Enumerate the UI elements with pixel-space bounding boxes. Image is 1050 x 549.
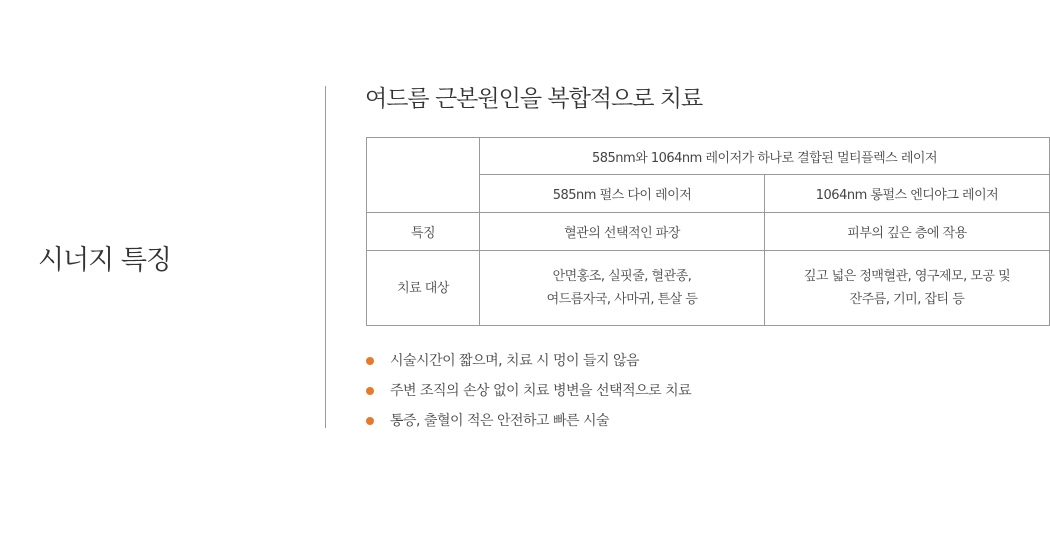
table-header-row xyxy=(367,138,1050,175)
table-row-features xyxy=(367,213,1050,251)
table-corner-cell xyxy=(367,138,480,213)
features-laser2-cell xyxy=(765,213,1050,251)
row-label-features: 특징 xyxy=(367,213,480,251)
targets-laser1-cell xyxy=(480,251,765,326)
cell-line: 피부의 깊은 층에 작용 xyxy=(847,226,967,241)
bullet-dot-icon xyxy=(366,357,374,365)
combined-laser-header: 585nm와 1064nm 레이저가 하나로 결합된 멀티플렉스 레이저 xyxy=(480,138,1050,175)
vertical-divider xyxy=(325,86,326,428)
feature-bullet-list xyxy=(366,346,691,436)
cell-line: 혈관의 선택적인 파장 xyxy=(564,226,680,241)
bullet-dot-icon xyxy=(366,387,374,395)
targets-laser2-cell xyxy=(765,251,1050,326)
row-label-targets: 치료 대상 xyxy=(367,251,480,326)
laser2-header: 1064nm 롱펄스 엔디야그 레이저 xyxy=(765,175,1050,213)
list-item-text: 주변 조직의 손상 없이 치료 병변을 선택적으로 치료 xyxy=(390,383,692,399)
bullet-dot-icon xyxy=(366,417,374,425)
list-item xyxy=(366,376,691,406)
laser-comparison-table xyxy=(366,137,1050,326)
features-laser1-cell xyxy=(480,213,765,251)
section-title: 시너지 특징 xyxy=(38,245,171,276)
table-row-targets xyxy=(367,251,1050,326)
laser1-header: 585nm 펄스 다이 레이저 xyxy=(480,175,765,213)
list-item-text: 시술시간이 짧으며, 치료 시 멍이 들지 않음 xyxy=(390,353,640,369)
cell-line: 깊고 넓은 정맥혈관, 영구제모, 모공 및 xyxy=(803,269,1011,284)
list-item xyxy=(366,406,691,436)
cell-line: 안면홍조, 실핏줄, 혈관종, xyxy=(552,269,692,284)
list-item-text: 통증, 출혈이 적은 안전하고 빠른 시술 xyxy=(390,413,610,429)
cell-line: 잔주름, 기미, 잡티 등 xyxy=(849,292,965,307)
cell-line: 여드름자국, 사마귀, 튼살 등 xyxy=(546,292,698,307)
content-heading: 여드름 근본원인을 복합적으로 치료 xyxy=(365,86,703,112)
list-item xyxy=(366,346,691,376)
